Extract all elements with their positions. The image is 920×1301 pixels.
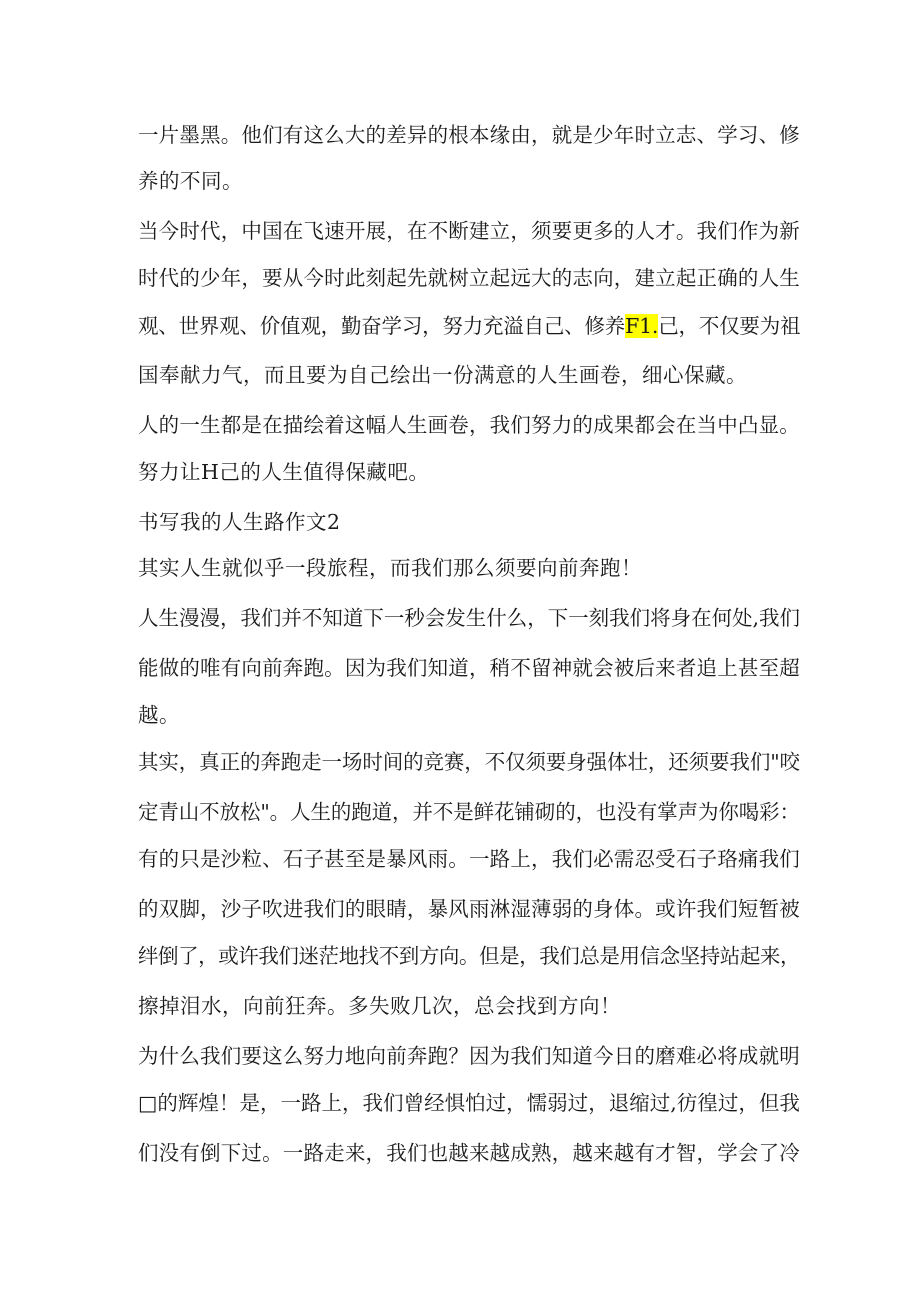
text-line-4: 时代的少年，要从今时此刻起先就树立起远大的志向，建立起正确的人生 [138, 266, 800, 290]
text-line-10: 其实人生就似乎一段旅程，而我们那么须要向前奔跑！ [138, 556, 642, 580]
text-line-16: 有的只是沙粒、石子甚至是暴风雨。一路上，我们必需忍受石子珞痛我们 [138, 847, 800, 871]
text-line-5-end: 己，不仅要为祖 [658, 314, 801, 338]
text-line-3: 当今时代，中国在飞速开展，在不断建立，须要更多的人才。我们作为新 [138, 219, 800, 243]
text-line-8: 努力让H己的人生值得保藏吧。 [138, 460, 430, 484]
text-line-5 [138, 311, 800, 341]
text-line-19: 擦掉泪水，向前狂奔。多失败几次，总会找到方向！ [138, 994, 621, 1018]
text-line-11: 人生漫漫，我们并不知道下一秒会发生什么，下一刻我们将身在何处,我们 [138, 606, 801, 630]
text-line-13: 越。 [138, 703, 180, 727]
text-line-14: 其实，真正的奔跑走一场时间的竞赛，不仅须要身强体壮，还须要我们"咬 [138, 750, 800, 774]
text-line-7: 人的一生都是在描绘着这幅人生画卷，我们努力的成果都会在当中凸显。 [138, 413, 800, 437]
text-line-1: 一片墨黑。他们有这么大的差异的根本缘由，就是少年时立志、学习、修 [138, 123, 800, 147]
text-line-21: □的辉煌！是，一路上，我们曾经惧怕过，懦弱过，退缩过,彷徨过，但我 [138, 1091, 800, 1115]
highlighted-text: F1. [625, 314, 659, 338]
text-line-12: 能做的唯有向前奔跑。因为我们知道，稍不留神就会被后来者追上甚至超 [138, 656, 800, 680]
text-line-2: 养的不同。 [138, 169, 243, 193]
text-line-6: 国奉献力气，而且要为自己绘出一份满意的人生画卷，细心保藏。 [138, 363, 747, 387]
text-line-5-start: 观、世界观、价值观，勤奋学习，努力充溢自己、修养 [138, 314, 626, 338]
text-line-18: 绊倒了，或许我们迷茫地找不到方向。但是，我们总是用信念坚持站起来， [138, 944, 800, 968]
text-line-17: 的双脚，沙子吹进我们的眼睛，暴风雨淋湿薄弱的身体。或许我们短暂被 [138, 897, 800, 921]
text-line-20: 为什么我们要这么努力地向前奔跑？因为我们知道今日的磨难必将成就明 [138, 1044, 800, 1068]
text-line-15: 定青山不放松"。人生的跑道，并不是鲜花铺砌的，也没有掌声为你喝彩： [138, 800, 800, 824]
section-heading: 书写我的人生路作文2 [138, 510, 341, 534]
text-line-22: 们没有倒下过。一路走来，我们也越来越成熟，越来越有才智，学会了冷 [138, 1141, 800, 1165]
